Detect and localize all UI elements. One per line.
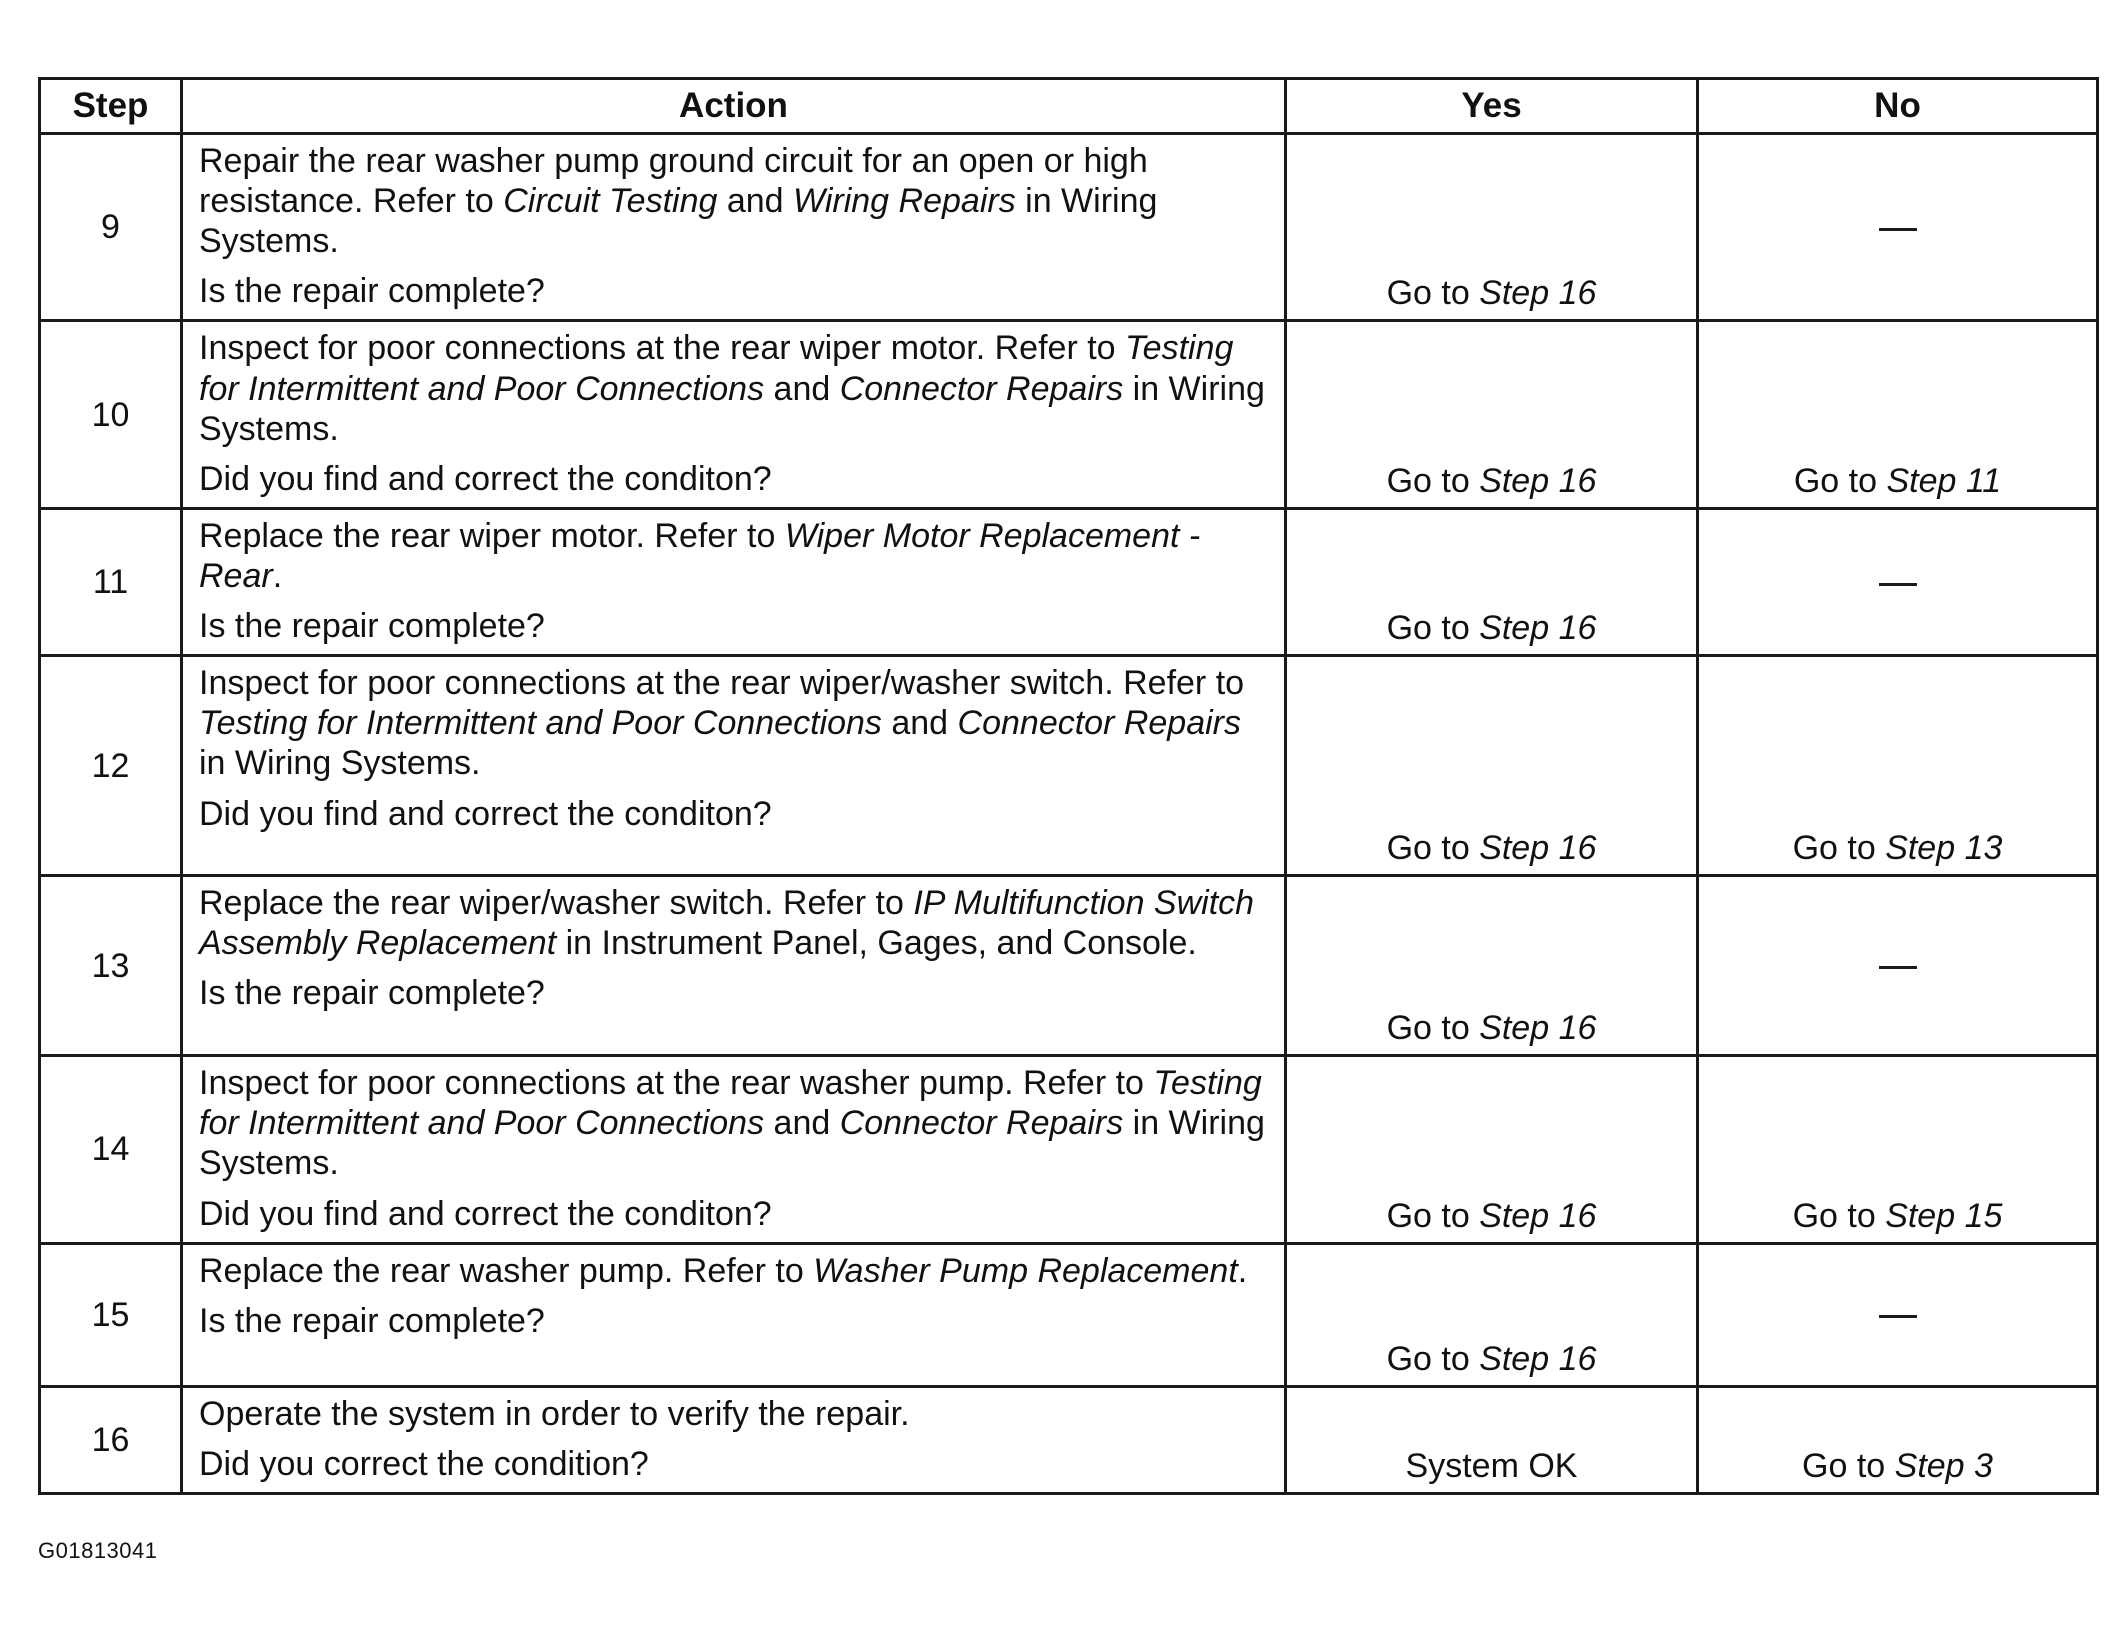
action-cell <box>182 1386 1286 1493</box>
yes-cell <box>1286 1056 1698 1243</box>
action-text <box>199 883 1268 963</box>
action-text-segment: Replace the rear washer pump. Refer to <box>199 1251 814 1290</box>
action-text-segment: and <box>764 369 840 408</box>
action-text-segment: and <box>881 704 958 743</box>
step-number: 15 <box>40 1243 182 1386</box>
diagnostic-table <box>38 77 2099 1495</box>
action-text-segment: Inspect for poor connections at the rear wiper motor. Refer to <box>199 329 1126 368</box>
step-number: 11 <box>40 508 182 655</box>
reference-link-text: Testing for Intermittent and Poor Connections <box>199 1064 1262 1143</box>
yes-cell <box>1286 1243 1698 1386</box>
yes-result-text: Go to <box>1386 1196 1480 1235</box>
table-row <box>40 1056 2098 1243</box>
action-text-segment: Repair the rear washer pump ground circuit for an open or high resistance. Refer to <box>199 142 1148 221</box>
step-column-header: Step <box>40 79 182 134</box>
step-number: 13 <box>40 876 182 1056</box>
action-text-segment: and <box>764 1104 840 1143</box>
step-number: 9 <box>40 134 182 321</box>
yes-cell <box>1286 656 1698 876</box>
yes-step-reference: Step 16 <box>1479 1196 1597 1235</box>
no-step-reference: Step 11 <box>1886 461 2002 500</box>
action-text <box>199 141 1268 261</box>
action-cell <box>182 1243 1286 1386</box>
action-question: Did you find and correct the conditon? <box>199 794 772 833</box>
action-text-segment: Inspect for poor connections at the rear washer pump. Refer to <box>199 1064 1154 1103</box>
reference-link-text: Washer Pump Replacement <box>813 1251 1238 1290</box>
reference-link-text: Testing for Intermittent and Poor Connections <box>199 704 882 743</box>
step-number: 12 <box>40 656 182 876</box>
yes-cell <box>1286 1386 1698 1493</box>
reference-link-text: Connector Repairs <box>839 369 1124 408</box>
action-text-segment: in Wiring Systems. <box>199 182 1158 261</box>
action-text-segment: in Wiring Systems. <box>199 1104 1265 1183</box>
action-text-segment: and <box>717 182 794 221</box>
action-question: Is the repair complete? <box>199 272 545 311</box>
action-text-segment: Replace the rear wiper/washer switch. Refer to <box>199 884 914 923</box>
action-text <box>199 1063 1268 1183</box>
table-row <box>40 876 2098 1056</box>
step-number: 14 <box>40 1056 182 1243</box>
not-applicable-dash <box>1879 583 1917 586</box>
yes-cell <box>1286 134 1698 321</box>
no-result-text: Go to <box>1792 829 1886 868</box>
action-question: Is the repair complete? <box>199 607 545 646</box>
action-cell <box>182 321 1286 508</box>
reference-link-text: Testing for Intermittent and Poor Connections <box>199 329 1234 408</box>
yes-step-reference: Step 16 <box>1479 1009 1597 1048</box>
table-row <box>40 656 2098 876</box>
no-step-reference: Step 15 <box>1885 1196 2003 1235</box>
header-row <box>40 79 2098 134</box>
yes-step-reference: Step 16 <box>1479 274 1597 313</box>
action-question: Is the repair complete? <box>199 974 545 1013</box>
action-question: Did you find and correct the conditon? <box>199 459 772 498</box>
action-text-segment: Operate the system in order to verify the repair. <box>199 1394 910 1433</box>
table-row <box>40 321 2098 508</box>
no-cell <box>1698 321 2098 508</box>
table-row <box>40 508 2098 655</box>
yes-result-text: Go to <box>1386 1009 1480 1048</box>
action-text <box>199 516 1268 596</box>
action-text-segment: Replace the rear wiper motor. Refer to <box>199 516 785 555</box>
yes-result-text: Go to <box>1386 274 1480 313</box>
action-question: Is the repair complete? <box>199 1301 545 1340</box>
table-header <box>40 79 2098 134</box>
yes-cell <box>1286 508 1698 655</box>
action-cell <box>182 876 1286 1056</box>
action-cell <box>182 134 1286 321</box>
no-column-header: No <box>1698 79 2098 134</box>
action-text <box>199 663 1268 783</box>
no-cell <box>1698 134 2098 321</box>
action-text-segment: . <box>1237 1251 1248 1290</box>
not-applicable-dash <box>1879 966 1917 969</box>
no-result-text: Go to <box>1792 1196 1886 1235</box>
action-text-segment: . <box>272 556 283 595</box>
reference-link-text: Connector Repairs <box>839 1104 1124 1143</box>
yes-column-header: Yes <box>1286 79 1698 134</box>
action-column-header: Action <box>182 79 1286 134</box>
yes-step-reference: Step 16 <box>1479 461 1597 500</box>
yes-result-text: Go to <box>1386 1339 1480 1378</box>
step-number: 10 <box>40 321 182 508</box>
no-cell <box>1698 1243 2098 1386</box>
no-step-reference: Step 13 <box>1885 829 2003 868</box>
action-text <box>199 1251 1268 1291</box>
action-text <box>199 1394 1268 1434</box>
reference-link-text: Circuit Testing <box>503 182 718 221</box>
reference-link-text: Wiper Motor Replacement - Rear <box>199 516 1201 595</box>
action-question: Did you correct the condition? <box>199 1444 649 1483</box>
action-text-segment: in Wiring Systems. <box>199 369 1265 448</box>
action-text-segment: in Wiring Systems. <box>199 744 481 783</box>
no-cell <box>1698 1386 2098 1493</box>
action-text-segment: Inspect for poor connections at the rear wiper/washer switch. Refer to <box>199 664 1245 703</box>
no-cell <box>1698 1056 2098 1243</box>
no-cell <box>1698 656 2098 876</box>
no-step-reference: Step 3 <box>1894 1446 1993 1485</box>
yes-cell <box>1286 876 1698 1056</box>
no-result-text: Go to <box>1802 1446 1895 1485</box>
action-cell <box>182 656 1286 876</box>
no-cell <box>1698 876 2098 1056</box>
yes-result-text: System OK <box>1405 1446 1578 1485</box>
action-cell <box>182 1056 1286 1243</box>
yes-step-reference: Step 16 <box>1479 1339 1597 1378</box>
not-applicable-dash <box>1879 228 1917 231</box>
yes-result-text: Go to <box>1386 609 1480 648</box>
reference-link-text: Wiring Repairs <box>793 182 1016 221</box>
yes-step-reference: Step 16 <box>1479 609 1597 648</box>
yes-result-text: Go to <box>1386 461 1480 500</box>
yes-result-text: Go to <box>1386 829 1480 868</box>
action-text <box>199 328 1268 448</box>
step-number: 16 <box>40 1386 182 1493</box>
action-cell <box>182 508 1286 655</box>
action-text-segment: in Instrument Panel, Gages, and Console. <box>556 924 1197 963</box>
reference-link-text: Connector Repairs <box>957 704 1242 743</box>
yes-step-reference: Step 16 <box>1479 829 1597 868</box>
yes-cell <box>1286 321 1698 508</box>
table-row <box>40 1386 2098 1493</box>
figure-id: G01813041 <box>38 1538 158 1563</box>
table-body <box>40 134 2098 1494</box>
not-applicable-dash <box>1879 1315 1917 1318</box>
table-row <box>40 134 2098 321</box>
reference-link-text: IP Multifunction Switch Assembly Replacement <box>199 884 1255 963</box>
table-row <box>40 1243 2098 1386</box>
action-question: Did you find and correct the conditon? <box>199 1194 772 1233</box>
no-cell <box>1698 508 2098 655</box>
no-result-text: Go to <box>1793 461 1887 500</box>
